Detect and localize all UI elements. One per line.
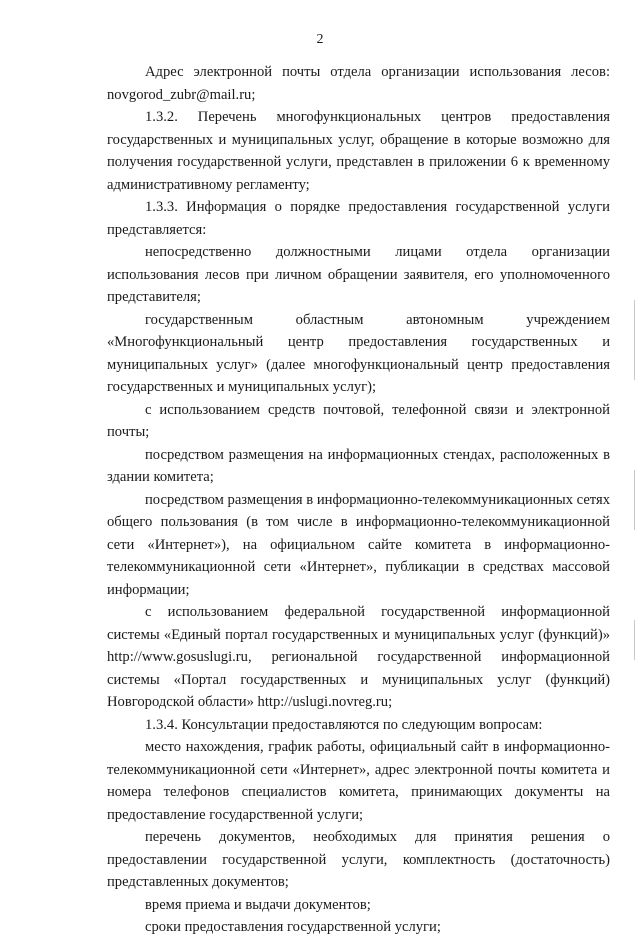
paragraph-internet-publication: посредством размещения в информационно-телекоммуникационных сетях общего пользования (в том числе в информационно-телекоммуникационной сети «Интернет»), на официальном сайте комитета в информационно-телекоммуникационной сети «Интернет», публикации в средствах массовой информации; (107, 491, 610, 598)
paragraph-email-address: Адрес электронной почты отдела организации использования лесов: novgorod_zubr@mail.ru; (107, 64, 610, 103)
paragraph-officials: непосредственно должностными лицами отдела организации использования лесов при личном обращении заявителя, его уполномоченного представителя; (107, 244, 610, 305)
paragraph-1-3-4-consultations: 1.3.4. Консультации предоставляются по следующим вопросам: (145, 716, 543, 733)
scan-edge-mark (634, 470, 635, 530)
paragraph-location-schedule: место нахождения, график работы, официальный сайт в информационно-телекоммуникационной сети «Интернет», адрес электронной почты комитета и номера телефонов специалистов комитета, принимающих документы на предоставление государственной услуги; (107, 739, 610, 823)
paragraph-federal-portal: с использованием федеральной государственной информационной системы «Единый портал государственных и муниципальных услуг (функций)» http://www.gosuslugi.ru, региональной государственной информационной системы «Портал государственных и муниципальных услуг (функций) Новгородской области» http://uslugi.novreg.ru; (107, 604, 610, 710)
paragraph-1-3-3-info-order: 1.3.3. Информация о порядке предоставления государственной услуги представляется: (107, 199, 610, 238)
paragraph-postal-phone-email: с использованием средств почтовой, телефонной связи и электронной почты; (107, 401, 610, 440)
paragraph-documents-list: перечень документов, необходимых для принятия решения о предоставлении государственной услуги, комплектность (достаточность) представленных документов; (107, 829, 610, 890)
paragraph-reception-time: время приема и выдачи документов; (145, 896, 371, 913)
document-body (107, 61, 610, 939)
scan-edge-mark (634, 620, 635, 660)
paragraph-info-stands: посредством размещения на информационных стендах, расположенных в здании комитета; (107, 446, 610, 485)
scan-edge-mark (634, 300, 635, 380)
page-number: 2 (316, 32, 324, 47)
paragraph-1-3-2-mfc-list: 1.3.2. Перечень многофункциональных центров предоставления государственных и муниципальных услуг, обращение в которые возможно для получения государственной услуги, представлен в приложении 6 к временному административному регламенту; (107, 109, 610, 193)
paragraph-mfc-institution: государственным областным автономным учреждением «Многофункциональный центр предоставления государственных и муниципальных услуг» (далее многофункциональный центр предоставления государственных и муниципальных услуг); (107, 311, 610, 395)
paragraph-service-terms: сроки предоставления государственной услуги; (145, 919, 441, 935)
